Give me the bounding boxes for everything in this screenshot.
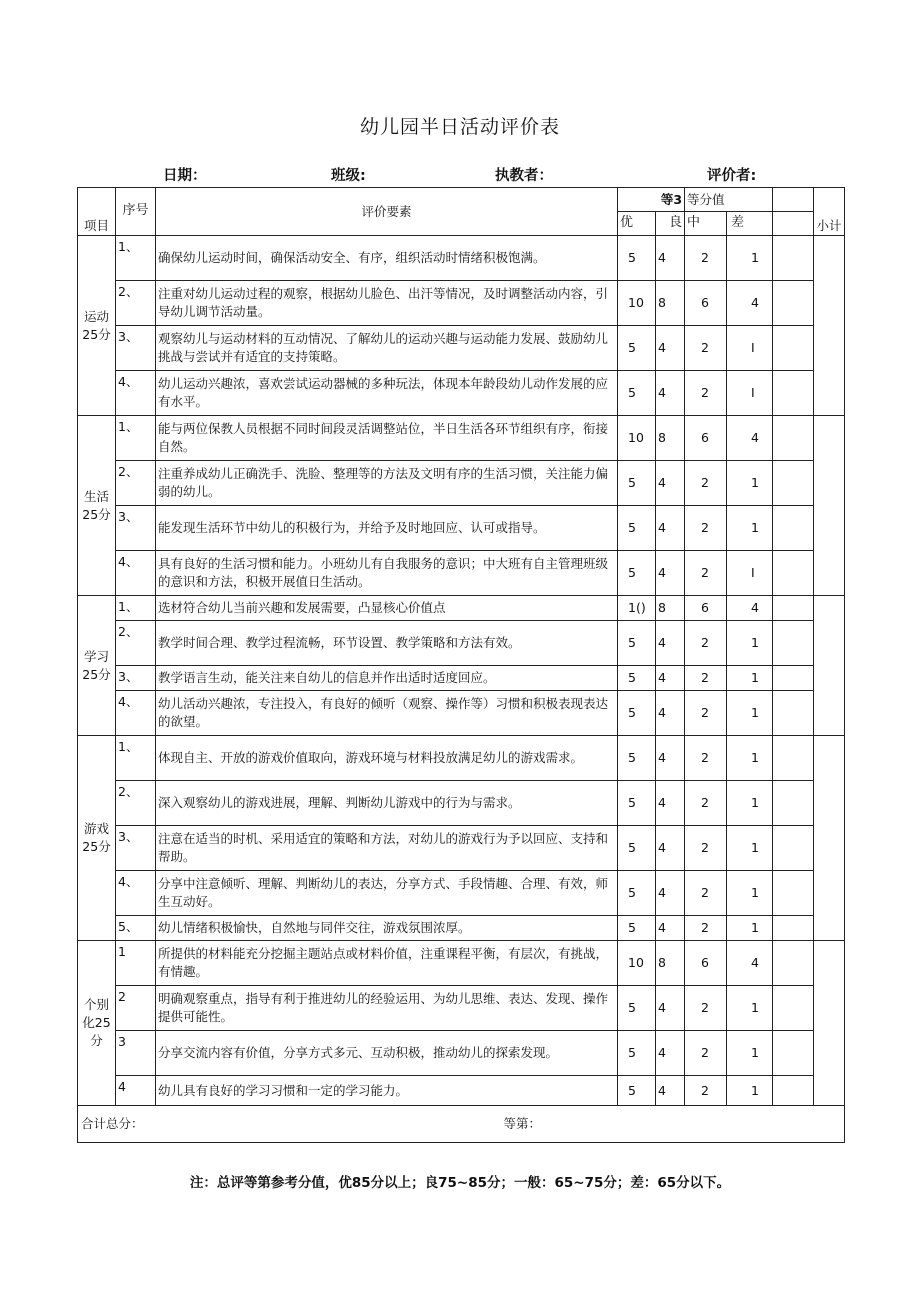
score-good: 4 — [656, 1076, 685, 1106]
row-number: 2、 — [116, 281, 156, 326]
category-sports: 运动25分 — [78, 236, 116, 416]
score-good: 4 — [656, 621, 685, 666]
score-excellent: 5 — [618, 371, 656, 416]
table-row — [78, 236, 845, 281]
score-good: 4 — [656, 236, 685, 281]
subtotal-cell[interactable] — [814, 236, 845, 416]
table-row — [78, 781, 845, 826]
criteria-text: 幼儿运动兴趣浓，喜欢尝试运动器械的多种玩法，体现本年龄段幼儿动作发展的应有水平。 — [156, 371, 618, 416]
score-fair: 2 — [685, 461, 727, 506]
score-fair: 2 — [685, 691, 727, 736]
criteria-text: 幼儿情绪积极愉快，自然地与同伴交往，游戏氛围浓厚。 — [156, 916, 618, 941]
date-label: 日期： — [163, 168, 207, 184]
score-blank-cell — [773, 871, 814, 916]
score-good: 4 — [656, 736, 685, 781]
header-grade-good: 良 — [656, 212, 685, 236]
table-row — [78, 736, 845, 781]
score-excellent: 10 — [618, 281, 656, 326]
subtotal-cell[interactable] — [814, 596, 845, 736]
table-row — [78, 506, 845, 551]
score-blank-cell — [773, 506, 814, 551]
criteria-text: 确保幼儿运动时间，确保活动安全、有序，组织活动时情绪积极饱满。 — [156, 236, 618, 281]
table-row — [78, 916, 845, 941]
header-item: 项目 — [78, 188, 116, 236]
score-excellent: 10 — [618, 941, 656, 986]
score-excellent: 5 — [618, 506, 656, 551]
category-daily-life: 生活25分 — [78, 416, 116, 596]
score-blank-cell — [773, 371, 814, 416]
table-row — [78, 461, 845, 506]
category-individual: 个别化25分 — [78, 941, 116, 1106]
score-poor: 1 — [727, 691, 773, 736]
score-blank-cell — [773, 666, 814, 691]
table-row — [78, 871, 845, 916]
score-excellent: 5 — [618, 986, 656, 1031]
score-blank-cell — [773, 941, 814, 986]
score-excellent: 5 — [618, 1031, 656, 1076]
score-fair: 2 — [685, 326, 727, 371]
score-poor: 1 — [727, 871, 773, 916]
score-good: 8 — [656, 941, 685, 986]
table-row — [78, 666, 845, 691]
score-good: 4 — [656, 986, 685, 1031]
score-fair: 2 — [685, 736, 727, 781]
row-number: 4、 — [116, 371, 156, 416]
row-number: 4、 — [116, 551, 156, 596]
row-number: 4 — [116, 1076, 156, 1106]
score-fair: 2 — [685, 236, 727, 281]
criteria-text: 注意在适当的时机、采用适宜的策略和方法，对幼儿的游戏行为予以回应、支持和帮助。 — [156, 826, 618, 871]
score-blank-cell — [773, 826, 814, 871]
score-blank-cell — [773, 551, 814, 596]
criteria-text: 教学语言生动，能关注来自幼儿的信息并作出适时适度回应。 — [156, 666, 618, 691]
score-fair: 2 — [685, 506, 727, 551]
score-poor: 4 — [727, 281, 773, 326]
score-blank-cell — [773, 281, 814, 326]
row-number: 2 — [116, 986, 156, 1031]
table-row — [78, 371, 845, 416]
subtotal-cell[interactable] — [814, 736, 845, 941]
score-blank-cell — [773, 1076, 814, 1106]
score-excellent: 5 — [618, 736, 656, 781]
score-excellent: 10 — [618, 416, 656, 461]
row-number: 3、 — [116, 326, 156, 371]
score-fair: 6 — [685, 596, 727, 621]
score-poor: 1 — [727, 986, 773, 1031]
score-fair: 2 — [685, 871, 727, 916]
header-grade-fair: 中 — [685, 212, 727, 236]
page-title: 幼儿园半日活动评价表 — [359, 116, 560, 138]
score-poor: 4 — [727, 941, 773, 986]
score-blank-cell — [773, 736, 814, 781]
criteria-text: 分享交流内容有价值，分享方式多元、互动积极，推动幼儿的探索发现。 — [156, 1031, 618, 1076]
table-row — [78, 986, 845, 1031]
score-blank-cell — [773, 916, 814, 941]
teacher-label: 执教者： — [495, 168, 553, 184]
score-excellent: 5 — [618, 781, 656, 826]
score-fair: 2 — [685, 986, 727, 1031]
table-row — [78, 1031, 845, 1076]
score-fair: 2 — [685, 1031, 727, 1076]
score-good: 4 — [656, 691, 685, 736]
row-number: 3、 — [116, 506, 156, 551]
header-grade-value: 等分值 — [685, 188, 773, 212]
criteria-text: 注重养成幼儿正确洗手、洗脸、整理等的方法及文明有序的生活习惯，关注能力偏弱的幼儿。 — [156, 461, 618, 506]
table-row — [78, 596, 845, 621]
criteria-text: 观察幼儿与运动材料的互动情况、了解幼儿的运动兴趣与运动能力发展、鼓励幼儿挑战与尝试并有适宜的支持策略。 — [156, 326, 618, 371]
score-excellent: 1() — [618, 596, 656, 621]
score-poor: I — [727, 371, 773, 416]
table-row — [78, 416, 845, 461]
criteria-text: 注重对幼儿运动过程的观察，根据幼儿脸色、出汗等情况，及时调整活动内容，引导幼儿调节活动量。 — [156, 281, 618, 326]
criteria-text: 教学时间合理、教学过程流畅，环节设置、教学策略和方法有效。 — [156, 621, 618, 666]
row-number: 1、 — [116, 236, 156, 281]
score-poor: I — [727, 326, 773, 371]
score-poor: 1 — [727, 826, 773, 871]
score-poor: 1 — [727, 506, 773, 551]
table-row — [78, 621, 845, 666]
table-row — [78, 326, 845, 371]
score-poor: 1 — [727, 916, 773, 941]
score-blank-cell — [773, 236, 814, 281]
row-number: 2、 — [116, 781, 156, 826]
score-poor: 1 — [727, 621, 773, 666]
score-blank-cell — [773, 621, 814, 666]
score-poor: 1 — [727, 666, 773, 691]
score-poor: 1 — [727, 736, 773, 781]
header-seq: 序号 — [116, 188, 156, 236]
score-poor: 1 — [727, 1031, 773, 1076]
criteria-text: 能与两位保教人员根据不同时间段灵活调整站位，半日生活各环节组织有序，衔接自然。 — [156, 416, 618, 461]
criteria-text: 明确观察重点，指导有利于推进幼儿的经验运用、为幼儿思维、表达、发现、操作提供可能性。 — [156, 986, 618, 1031]
score-poor: 1 — [727, 1076, 773, 1106]
score-blank-cell — [773, 986, 814, 1031]
header-blank — [773, 212, 814, 236]
score-excellent: 5 — [618, 826, 656, 871]
row-number: 1、 — [116, 416, 156, 461]
score-blank-cell — [773, 1031, 814, 1076]
subtotal-cell[interactable] — [814, 941, 845, 1106]
criteria-text: 幼儿具有良好的学习习惯和一定的学习能力。 — [156, 1076, 618, 1106]
row-number: 1 — [116, 941, 156, 986]
score-excellent: 5 — [618, 666, 656, 691]
score-fair: 2 — [685, 781, 727, 826]
score-poor: 1 — [727, 781, 773, 826]
row-number: 3 — [116, 1031, 156, 1076]
score-good: 4 — [656, 871, 685, 916]
score-good: 8 — [656, 596, 685, 621]
score-poor: 4 — [727, 596, 773, 621]
row-number: 1、 — [116, 736, 156, 781]
row-number: 1、 — [116, 596, 156, 621]
score-fair: 2 — [685, 826, 727, 871]
table-row — [78, 826, 845, 871]
score-blank-cell — [773, 691, 814, 736]
score-fair: 2 — [685, 1076, 727, 1106]
subtotal-cell[interactable] — [814, 416, 845, 596]
header-blank — [773, 188, 814, 212]
score-fair: 2 — [685, 916, 727, 941]
score-good: 4 — [656, 551, 685, 596]
evaluator-label: 评价者: — [707, 168, 757, 184]
criteria-text: 具有良好的生活习惯和能力。小班幼儿有自我服务的意识；中大班有自主管理班级的意识和方法，积极开展值日生活动。 — [156, 551, 618, 596]
score-good: 4 — [656, 371, 685, 416]
category-learning: 学习25分 — [78, 596, 116, 736]
score-excellent: 5 — [618, 691, 656, 736]
score-poor: I — [727, 551, 773, 596]
score-fair: 2 — [685, 371, 727, 416]
scoring-note: 注：总评等第参考分值，优85分以上；良75~85分；一般：65~75分；差：65分以下。 — [189, 1175, 731, 1191]
row-number: 3、 — [116, 826, 156, 871]
criteria-text: 深入观察幼儿的游戏进展，理解、判断幼儿游戏中的行为与需求。 — [156, 781, 618, 826]
score-excellent: 5 — [618, 326, 656, 371]
score-poor: 4 — [727, 416, 773, 461]
header-grade-excellent: 优 — [618, 212, 656, 236]
header-grade-poor: 差 — [727, 212, 773, 236]
score-excellent: 5 — [618, 551, 656, 596]
total-score-label: 合计总分： — [78, 1106, 618, 1143]
table-row — [78, 551, 845, 596]
score-fair: 2 — [685, 551, 727, 596]
score-excellent: 5 — [618, 1076, 656, 1106]
score-good: 4 — [656, 916, 685, 941]
score-good: 4 — [656, 326, 685, 371]
table-row — [78, 691, 845, 736]
criteria-text: 幼儿活动兴趣浓，专注投入，有良好的倾听（观察、操作等）习惯和积极表现表达的欲望。 — [156, 691, 618, 736]
criteria-text: 体现自主、开放的游戏价值取向，游戏环境与材料投放满足幼儿的游戏需求。 — [156, 736, 618, 781]
criteria-text: 分享中注意倾听、理解、判断幼儿的表达，分享方式、手段情趣、合理、有效，师生互动好。 — [156, 871, 618, 916]
score-good: 4 — [656, 506, 685, 551]
criteria-text: 所提供的材料能充分挖掘主题站点或材料价值，注重课程平衡，有层次，有挑战，有情趣。 — [156, 941, 618, 986]
row-number: 5、 — [116, 916, 156, 941]
evaluation-table — [77, 187, 845, 1143]
row-number: 4、 — [116, 871, 156, 916]
score-poor: 1 — [727, 461, 773, 506]
category-play: 游戏25分 — [78, 736, 116, 941]
score-blank-cell — [773, 781, 814, 826]
table-row — [78, 1076, 845, 1106]
score-fair: 2 — [685, 621, 727, 666]
score-good: 4 — [656, 781, 685, 826]
score-fair: 6 — [685, 416, 727, 461]
score-good: 4 — [656, 1031, 685, 1076]
score-good: 8 — [656, 281, 685, 326]
score-good: 4 — [656, 666, 685, 691]
score-fair: 6 — [685, 281, 727, 326]
table-row — [78, 281, 845, 326]
score-excellent: 5 — [618, 236, 656, 281]
score-excellent: 5 — [618, 871, 656, 916]
score-good: 4 — [656, 826, 685, 871]
score-blank-cell — [773, 596, 814, 621]
header-criteria: 评价要素 — [156, 188, 618, 236]
final-grade-label: 等第： — [618, 1106, 845, 1143]
score-poor: 1 — [727, 236, 773, 281]
score-fair: 2 — [685, 666, 727, 691]
row-number: 4、 — [116, 691, 156, 736]
criteria-text: 选材符合幼儿当前兴趣和发展需要，凸显核心价值点 — [156, 596, 618, 621]
class-label: 班级: — [331, 168, 366, 184]
score-good: 4 — [656, 461, 685, 506]
header-grade-prefix: 等3 — [618, 188, 685, 212]
criteria-text: 能发现生活环节中幼儿的积极行为，并给予及时地回应、认可或指导。 — [156, 506, 618, 551]
score-excellent: 5 — [618, 916, 656, 941]
total-row — [78, 1106, 845, 1143]
row-number: 3、 — [116, 666, 156, 691]
score-blank-cell — [773, 416, 814, 461]
header-subtotal: 小计 — [814, 188, 845, 236]
table-row — [78, 941, 845, 986]
score-excellent: 5 — [618, 461, 656, 506]
score-good: 8 — [656, 416, 685, 461]
score-excellent: 5 — [618, 621, 656, 666]
row-number: 2、 — [116, 461, 156, 506]
row-number: 2、 — [116, 621, 156, 666]
score-blank-cell — [773, 326, 814, 371]
score-fair: 6 — [685, 941, 727, 986]
score-blank-cell — [773, 461, 814, 506]
